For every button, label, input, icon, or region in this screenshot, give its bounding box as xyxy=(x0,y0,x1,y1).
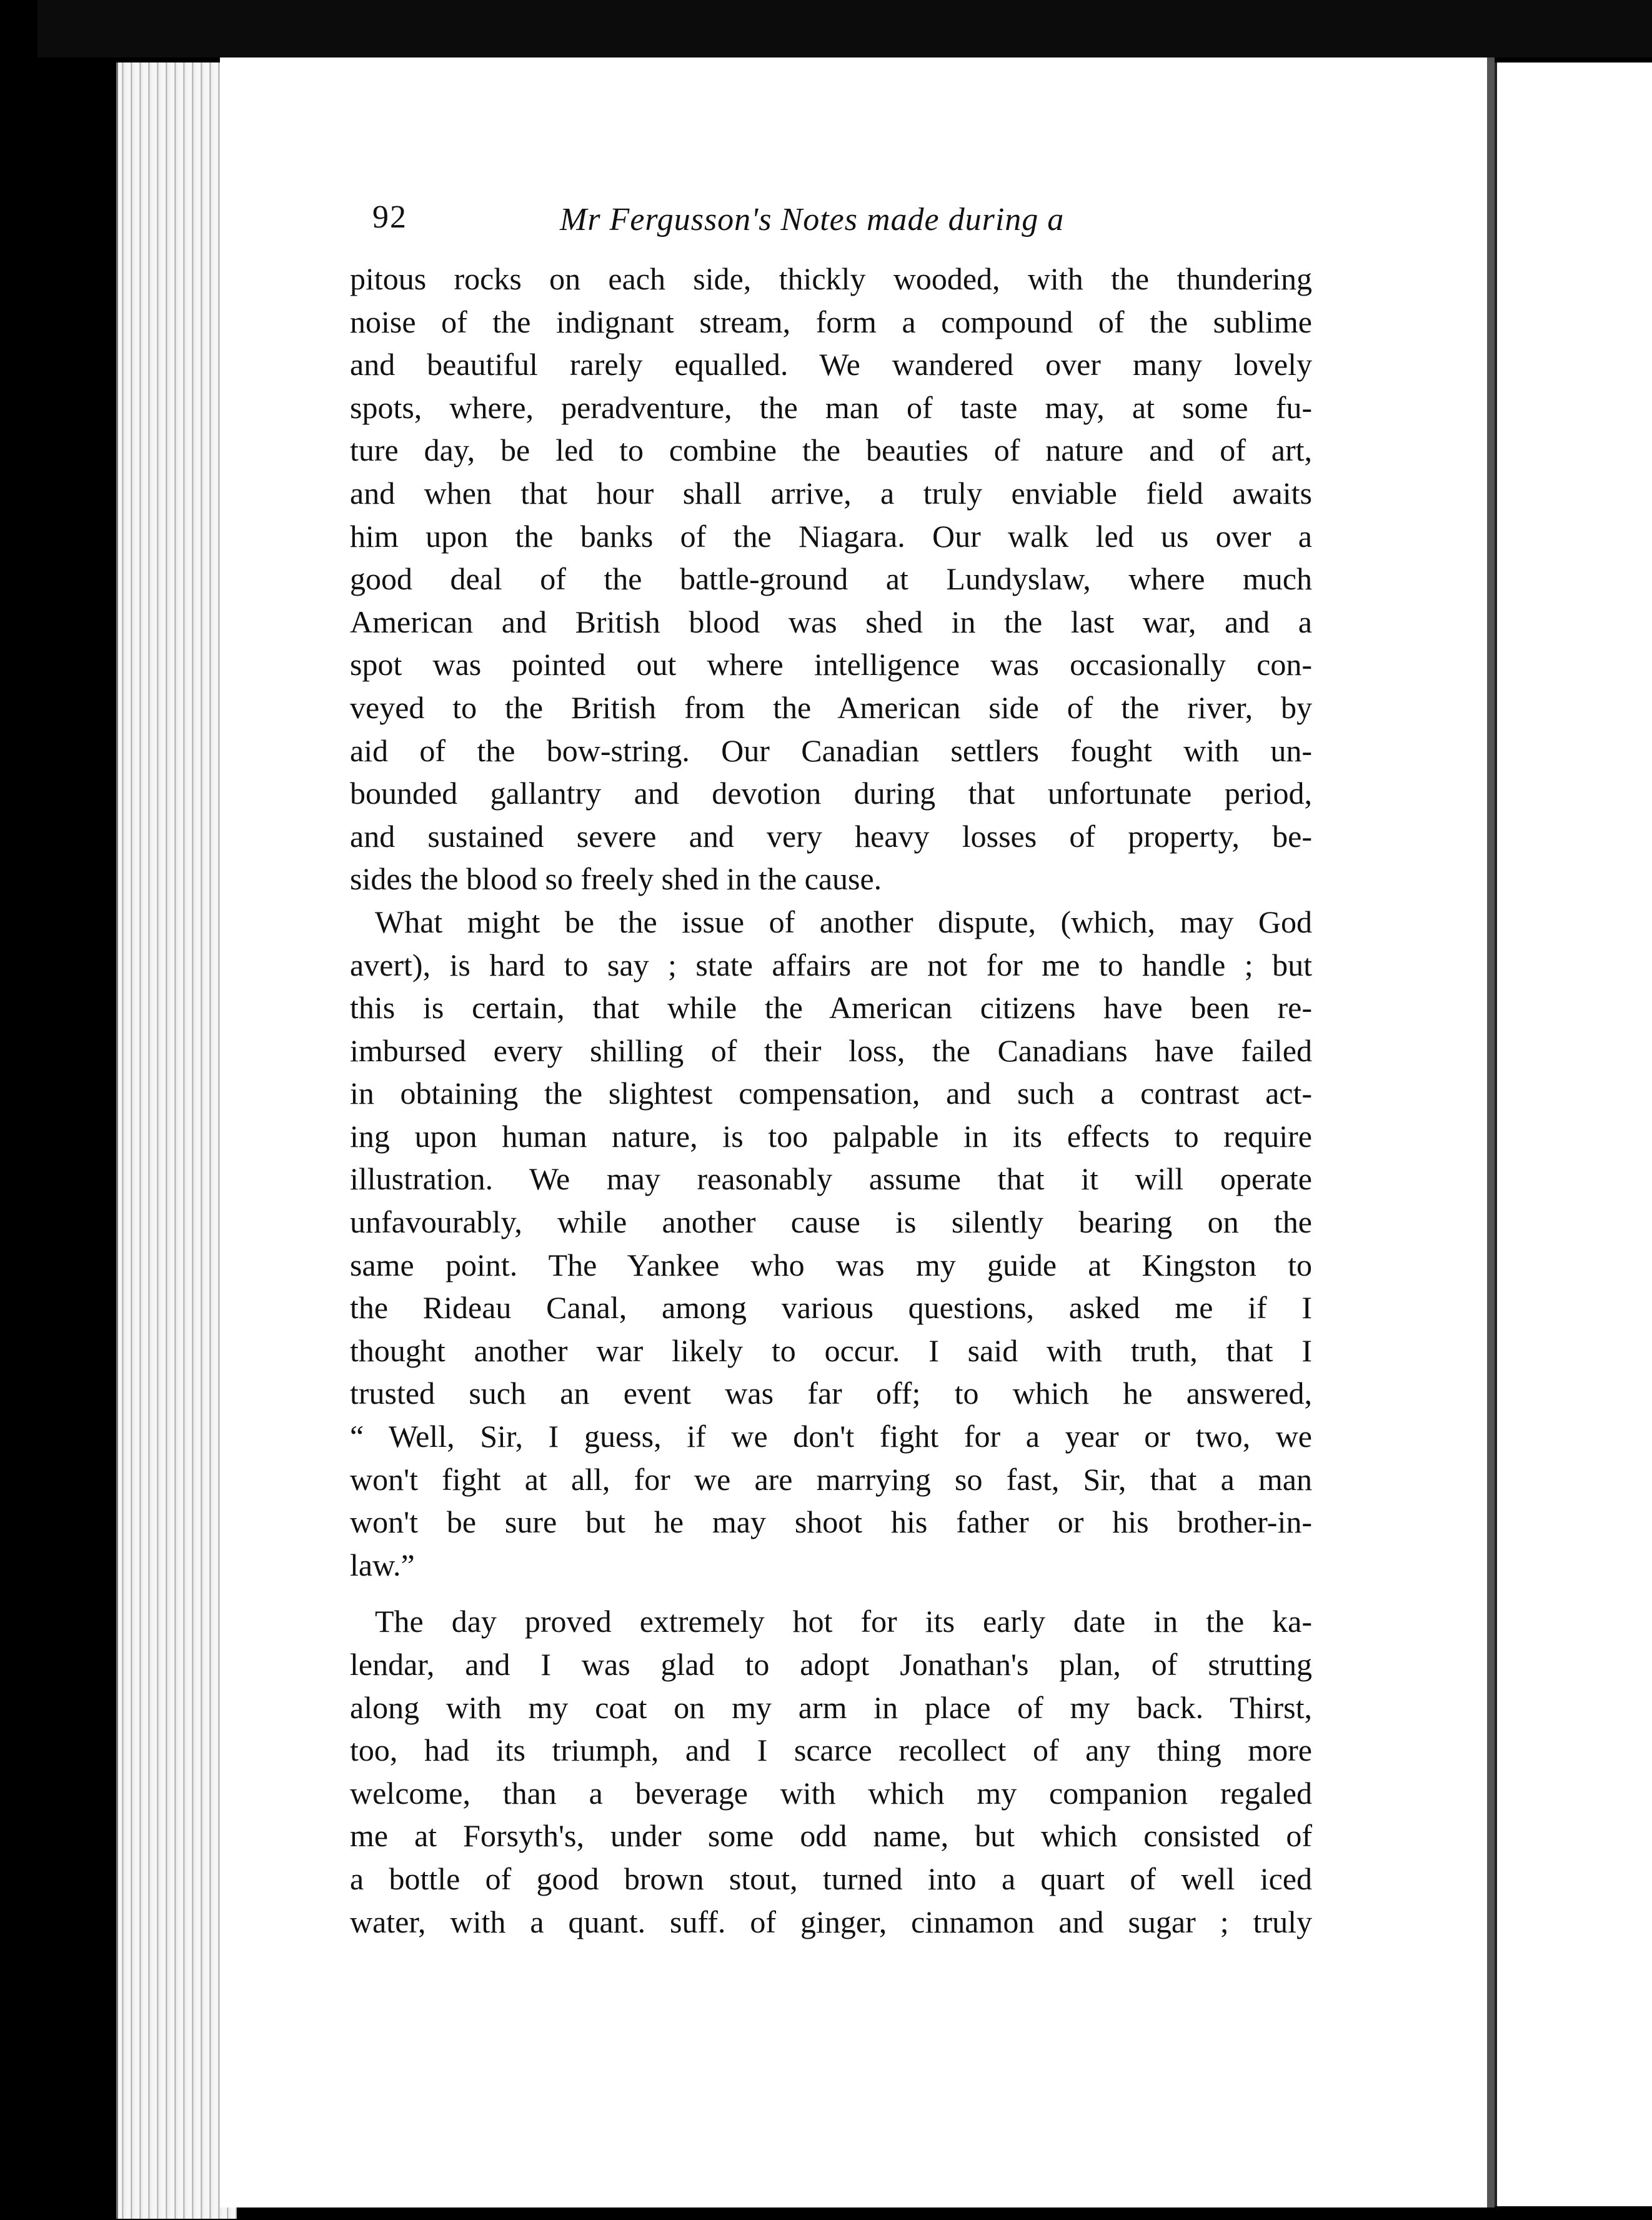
page-gutter xyxy=(1487,58,1495,2208)
text-line: in obtaining the slightest compensation, and such a contrast act- xyxy=(350,1076,1312,1111)
facing-page-edge xyxy=(1495,62,1652,2206)
text-line: the Rideau Canal, among various questions, asked me if I xyxy=(350,1290,1312,1326)
text-line: along with my coat on my arm in place of my back. Thirst, xyxy=(350,1689,1312,1725)
text-line: The day proved extremely hot for its early date in the ka- xyxy=(375,1604,1312,1639)
text-line: noise of the indignant stream, form a compound of the sublime xyxy=(350,304,1312,339)
text-line: sides the blood so freely shed in the cause. xyxy=(350,861,882,897)
text-line: won't be sure but he may shoot his father or his brother-in- xyxy=(350,1504,1312,1540)
text-line: imbursed every shilling of their loss, the Canadians have failed xyxy=(350,1032,1312,1068)
page-edges xyxy=(116,62,237,2219)
text-line: same point. The Yankee who was my guide at Kingston to xyxy=(350,1247,1312,1282)
text-line: too, had its triumph, and I scarce recollect of any thing more xyxy=(350,1732,1312,1768)
text-line: won't fight at all, for we are marrying so fast, Sir, that a man xyxy=(350,1461,1312,1497)
text-line: “ Well, Sir, I guess, if we don't fight for a year or two, we xyxy=(350,1419,1312,1454)
text-line: pitous rocks on each side, thickly wooded, with the thundering xyxy=(350,261,1312,296)
text-line: ing upon human nature, is too palpable in its effects to require xyxy=(350,1118,1312,1154)
text-line: this is certain, that while the American citizens have been re- xyxy=(350,990,1312,1026)
text-line: lendar, and I was glad to adopt Jonathan's plan, of strutting xyxy=(350,1647,1312,1682)
scan-border-top xyxy=(37,0,1652,58)
text-line: spot was pointed out where intelligence was occasionally con- xyxy=(350,647,1312,682)
text-line: thought another war likely to occur. I said with truth, that I xyxy=(350,1332,1312,1368)
text-line: law.” xyxy=(350,1547,415,1582)
text-line: illustration. We may reasonably assume that it will operate xyxy=(350,1161,1312,1197)
text-line: aid of the bow-string. Our Canadian settlers fought with un- xyxy=(350,732,1312,768)
text-line: ture day, be led to combine the beauties of nature and of art, xyxy=(350,432,1312,468)
text-line: welcome, than a beverage with which my companion regaled xyxy=(350,1775,1312,1811)
text-line: spots, where, peradventure, the man of taste may, at some fu- xyxy=(350,389,1312,425)
text-line: and when that hour shall arrive, a truly enviable field awaits xyxy=(350,475,1312,511)
text-line: bounded gallantry and devotion during that unfortunate period, xyxy=(350,776,1312,811)
text-line: and sustained severe and very heavy losses of property, be- xyxy=(350,818,1312,854)
page-number: 92 xyxy=(372,199,407,235)
page-header xyxy=(372,199,1310,255)
text-line: a bottle of good brown stout, turned into a quart of well iced xyxy=(350,1861,1312,1896)
text-line: water, with a quant. suff. of ginger, cinnamon and sugar ; truly xyxy=(350,1904,1312,1939)
text-line: unfavourably, while another cause is silently bearing on the xyxy=(350,1204,1312,1240)
text-line: veyed to the British from the American side of the river, by xyxy=(350,689,1312,725)
text-line: and beautiful rarely equalled. We wandered over many lovely xyxy=(350,347,1312,382)
running-head: Mr Fergusson's Notes made during a xyxy=(560,202,1065,238)
text-line: American and British blood was shed in the last war, and a xyxy=(350,604,1312,639)
text-line: him upon the banks of the Niagara. Our walk led us over a xyxy=(350,518,1312,554)
text-line: avert), is hard to say ; state affairs are not for me to handle ; but xyxy=(350,947,1312,982)
text-line: trusted such an event was far off; to which he answered, xyxy=(350,1376,1312,1411)
text-line: good deal of the battle-ground at Lundyslaw, where much xyxy=(350,561,1312,597)
text-line: What might be the issue of another dispute, (which, may God xyxy=(375,904,1312,939)
text-line: me at Forsyth's, under some odd name, but which consisted of xyxy=(350,1818,1312,1854)
body-text xyxy=(350,258,1312,1943)
